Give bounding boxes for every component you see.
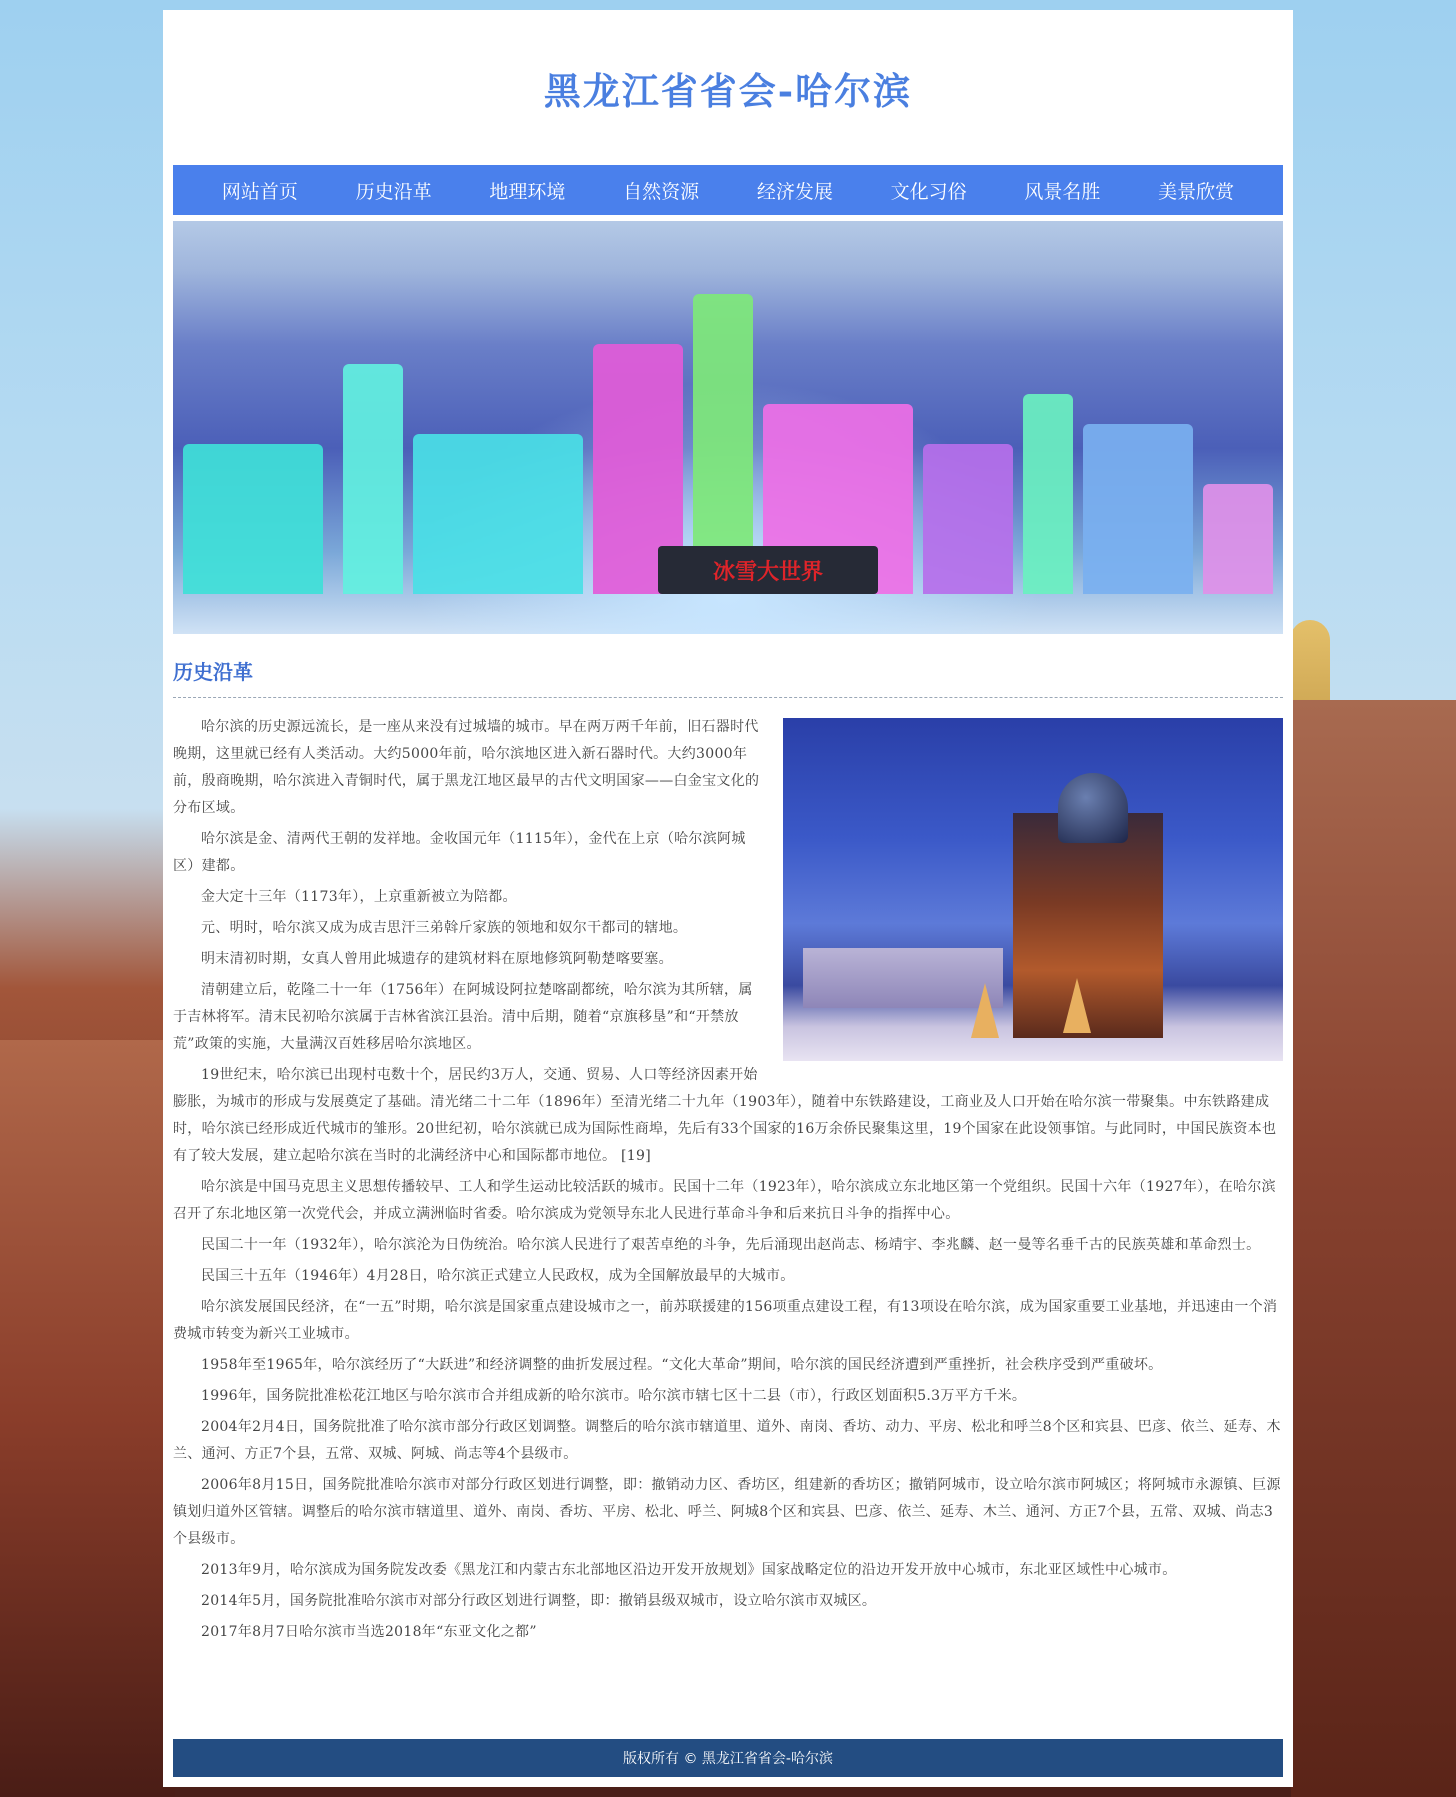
article-content bbox=[173, 714, 1283, 1646]
paragraph: 清朝建立后，乾隆二十一年（1756年）在阿城设阿拉楚喀副都统，哈尔滨为其所辖，属于吉林将军。清末民初哈尔滨属于吉林省滨江县治。清中后期，随着“京旗移垦”和“开禁放荒”政策的实施，大量满汉百姓移居哈尔滨地区。 bbox=[173, 982, 753, 1052]
nav-item-economy[interactable]: 经济发展 bbox=[756, 180, 833, 203]
paragraph: 元、明时，哈尔滨又成为成吉思汗三弟斡斤家族的领地和奴尔干都司的辖地。 bbox=[201, 920, 688, 936]
photo-light-tree bbox=[971, 983, 999, 1038]
banner-sign: 冰雪大世界 bbox=[658, 546, 878, 594]
nav-item-home[interactable]: 网站首页 bbox=[221, 180, 298, 203]
ice-sculpture bbox=[923, 444, 1013, 594]
ice-sculpture bbox=[1083, 424, 1193, 594]
nav-item-history[interactable]: 历史沿革 bbox=[355, 180, 432, 203]
paragraph: 1996年，国务院批准松花江地区与哈尔滨市合并组成新的哈尔滨市。哈尔滨市辖七区十二县（市），行政区划面积5.3万平方千米。 bbox=[201, 1388, 1027, 1404]
banner-image-ice-world bbox=[173, 221, 1283, 634]
paragraph: 19世纪末，哈尔滨已出现村屯数十个，居民约3万人，交通、贸易、人口等经济因素开始膨胀，为城市的形成与发展奠定了基础。清光绪二十二年（1896年）至清光绪二十九年（1903年），随着中东铁路建设，工商业及人口开始在哈尔滨一带聚集。中东铁路建成时，哈尔滨已经形成近代城市的雏形。20世纪初，哈尔滨就已成为国际性商埠，先后有33个国家的16万余侨民聚集这里，19个国家在此设领事馆。与此同时，中国民族资本也有了较大发展，建立起哈尔滨在当时的北满经济中心和国际都市地位。 [19] bbox=[173, 1067, 1277, 1164]
ice-sculpture bbox=[413, 434, 583, 594]
nav-item-culture[interactable]: 文化习俗 bbox=[890, 180, 967, 203]
paragraph: 2013年9月，哈尔滨成为国务院发改委《黑龙江和内蒙古东北部地区沿边开发开放规划》国家战略定位的沿边开发开放中心城市，东北亚区域性中心城市。 bbox=[201, 1562, 1177, 1578]
paragraph: 哈尔滨是金、清两代王朝的发祥地。金收国元年（1115年），金代在上京（哈尔滨阿城区）建都。 bbox=[173, 831, 746, 874]
nav-item-scenic-spots[interactable]: 风景名胜 bbox=[1024, 180, 1101, 203]
paragraph: 哈尔滨发展国民经济，在“一五”时期，哈尔滨是国家重点建设城市之一，前苏联援建的156项重点建设工程，有13项设在哈尔滨，成为国家重要工业基地，并迅速由一个消费城市转变为新兴工业城市。 bbox=[173, 1299, 1278, 1342]
main-nav bbox=[173, 165, 1283, 215]
paragraph: 2006年8月15日，国务院批准哈尔滨市对部分行政区划进行调整，即：撤销动力区、香坊区，组建新的香坊区；撤销阿城市，设立哈尔滨市阿城区；将阿城市永源镇、巨源镇划归道外区管辖。调整后的哈尔滨市辖道里、道外、南岗、香坊、平房、松北、呼兰、阿城8个区和宾县、巴彦、依兰、延寿、木兰、通河、方正7个县，五常、双城、尚志3个县级市。 bbox=[173, 1477, 1281, 1547]
paragraph: 2004年2月4日，国务院批准了哈尔滨市部分行政区划调整。调整后的哈尔滨市辖道里、道外、南岗、香坊、动力、平房、松北和呼兰8个区和宾县、巴彦、依兰、延寿、木兰、通河、方正7个县，五常、双城、阿城、尚志等4个县级市。 bbox=[173, 1419, 1281, 1462]
paragraph: 明末清初时期，女真人曾用此城遗存的建筑材料在原地修筑阿勒楚喀要塞。 bbox=[201, 951, 673, 967]
page-container bbox=[163, 10, 1293, 1787]
ice-sculpture bbox=[343, 364, 403, 594]
nav-item-gallery[interactable]: 美景欣赏 bbox=[1158, 180, 1235, 203]
background-cathedral-right bbox=[1291, 700, 1456, 1797]
paragraph: 2017年8月7日哈尔滨市当选2018年“东亚文化之都” bbox=[201, 1624, 537, 1640]
paragraph: 民国二十一年（1932年），哈尔滨沦为日伪统治。哈尔滨人民进行了艰苦卓绝的斗争，先后涌现出赵尚志、杨靖宇、李兆麟、赵一曼等名垂千古的民族英雄和革命烈士。 bbox=[201, 1237, 1261, 1253]
paragraph: 金大定十三年（1173年），上京重新被立为陪都。 bbox=[201, 889, 517, 905]
paragraph: 1958年至1965年，哈尔滨经历了“大跃进”和经济调整的曲折发展过程。“文化大革命”期间，哈尔滨的国民经济遭到严重挫折，社会秩序受到严重破坏。 bbox=[201, 1357, 1163, 1373]
site-title: 黑龙江省省会-哈尔滨 bbox=[543, 68, 913, 113]
photo-dome bbox=[1058, 773, 1128, 843]
ice-sculpture bbox=[1023, 394, 1073, 594]
ice-sculpture bbox=[1203, 484, 1273, 594]
site-header bbox=[173, 10, 1283, 165]
nav-item-geography[interactable]: 地理环境 bbox=[489, 180, 566, 203]
section-title: 历史沿革 bbox=[173, 656, 1283, 698]
ice-sculpture bbox=[183, 444, 323, 594]
footer: 版权所有 © 黑龙江省省会-哈尔滨 bbox=[173, 1739, 1283, 1777]
paragraph: 哈尔滨是中国马克思主义思想传播较早、工人和学生运动比较活跃的城市。民国十二年（1923年），哈尔滨成立东北地区第一个党组织。民国十六年（1927年），在哈尔滨召开了东北地区第一次党代会，并成立满洲临时省委。哈尔滨成为党领导东北人民进行革命斗争和后来抗日斗争的指挥中心。 bbox=[173, 1179, 1276, 1222]
article-photo-st-sophia-cathedral bbox=[783, 718, 1283, 1061]
paragraph: 哈尔滨的历史源远流长，是一座从来没有过城墙的城市。早在两万两千年前，旧石器时代晚期，这里就已经有人类活动。大约5000年前，哈尔滨地区进入新石器时代。大约3000年前，殷商晚期，哈尔滨进入青铜时代，属于黑龙江地区最早的古代文明国家——白金宝文化的分布区域。 bbox=[173, 719, 760, 816]
paragraph: 民国三十五年（1946年）4月28日，哈尔滨正式建立人民政权，成为全国解放最早的大城市。 bbox=[201, 1268, 795, 1284]
photo-light-tree bbox=[1063, 978, 1091, 1033]
nav-item-resources[interactable]: 自然资源 bbox=[623, 180, 700, 203]
background-cathedral-left bbox=[0, 1040, 175, 1797]
paragraph: 2014年5月，国务院批准哈尔滨市对部分行政区划进行调整，即：撤销县级双城市，设立哈尔滨市双城区。 bbox=[201, 1593, 877, 1609]
